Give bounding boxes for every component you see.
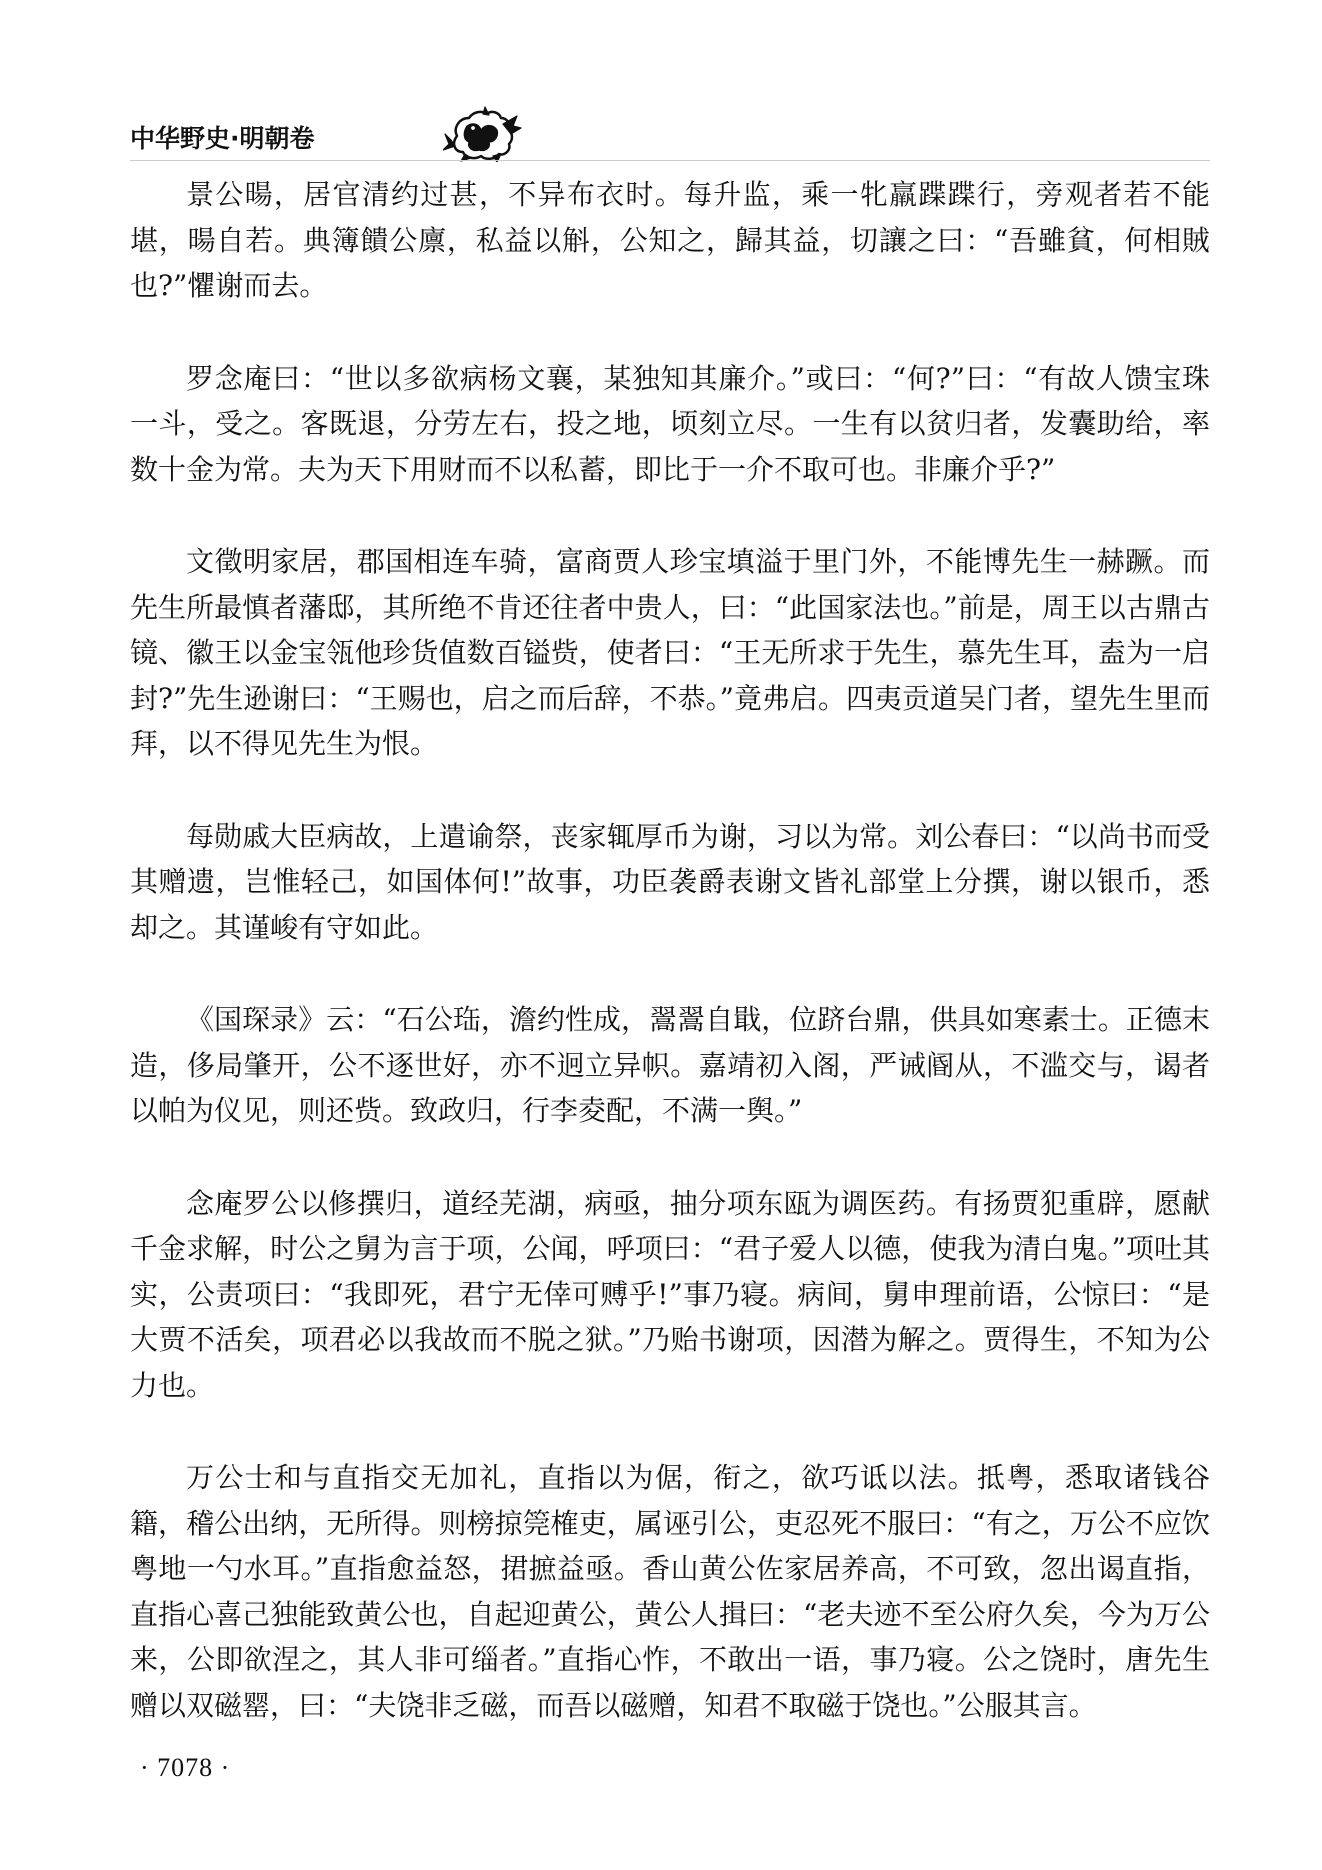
paragraph: 罗念庵曰：“世以多欲病杨文襄，某独知其廉介。”或曰：“何?”曰：“有故人馈宝珠一斗，受之。客既退，分劳左右，投之地，顷刻立尽。一生有以贫归者，发囊助给，率数十金为常。夫为天下用财而不以私蓄，即比于一介不取可也。非廉介乎?”: [130, 361, 1210, 486]
running-head: [130, 112, 523, 162]
paragraph: 万公士和与直指交无加礼，直指以为倨，衔之，欲巧诋以法。抵粤，悉取诸钱谷籍，稽公出纳，无所得。则榜掠筦榷吏，属诬引公，吏忍死不服曰：“有之，万公不应饮粤地一勺水耳。”直指愈益怒，捃摭益亟。香山黄公佐家居养高，不可致，忽出谒直指，直指心喜己独能致黄公也，自起迎黄公，黄公人揖曰：“老夫迹不至公府久矣，今为万公来，公即欲涅之，其人非可缁者。”直指心怍，不敢出一语，事乃寝。公之饶时，唐先生赠以双磁罂，曰：“夫饶非乏磁，而吾以磁赠，知君不取磁于饶也。”公服其言。: [130, 1461, 1210, 1722]
paragraph: 《国琛录》云：“石公珤，澹约性成，翯翯自戢，位跻台鼎，供具如寒素士。正德末造，侈局肇开，公不逐世好，亦不迥立异帜。嘉靖初入阁，严诫阍从，不滥交与，谒者以帕为仪见，则还赀。致政归，行李夌配，不满一舆。”: [130, 1003, 1210, 1127]
paragraph: 念庵罗公以修撰归，道经芜湖，病亟，抽分项东瓯为调医药。有扬贾犯重辟，愿献千金求解，时公之舅为言于项，公闻，呼项曰：“君子爱人以德，使我为清白鬼。”项吐其实，公责项曰：“我即死，君宁无倖可赙乎!”事乃寝。病间，舅申理前语，公惊曰：“是大贾不活矣，项君必以我故而不脱之狱。”乃贻书谢项，因潜为解之。贾得生，不知为公力也。: [130, 1186, 1210, 1402]
paragraph: 文徵明家居，郡国相连车骑，富商贾人珍宝填溢于里门外，不能博先生一赫蹶。而先生所最慎者藩邸，其所绝不肯还往者中贵人，曰：“此国家法也。”前是，周王以古鼎古镜、徽王以金宝瓴他珍货值数百镒赀，使者曰：“王无所求于先生，慕先生耳，盍为一启封?”先生逊谢曰：“王赐也，启之而后辞，不恭。”竟弗启。四夷贡道吴门者，望先生里而拜，以不得见先生为恨。: [130, 545, 1210, 760]
book-title: 中华野史·明朝卷: [130, 124, 315, 153]
header-rule: [130, 160, 1210, 161]
paragraph: 每勋戚大臣病故，上遣谕祭，丧家辄厚币为谢，习以为常。刘公春曰：“以尚书而受其赠遗，岂惟轻己，如国体何!”故事，功臣袭爵表谢文皆礼部堂上分撰，谢以银币，悉却之。其谨峻有守如此。: [130, 819, 1210, 944]
body-text: [130, 172, 1210, 1728]
dragon-emblem-icon: [443, 106, 523, 162]
paragraph: 景公暘，居官清约过甚，不异布衣时。每升监，乘一牝羸蹀蹀行，旁观者若不能堪，暘自若。典簿饋公廪，私益以斛，公知之，歸其益，切讓之曰：“吾雖貧，何相賊也?”懼谢而去。: [130, 178, 1210, 302]
page-number: · 7078 ·: [140, 1753, 231, 1782]
